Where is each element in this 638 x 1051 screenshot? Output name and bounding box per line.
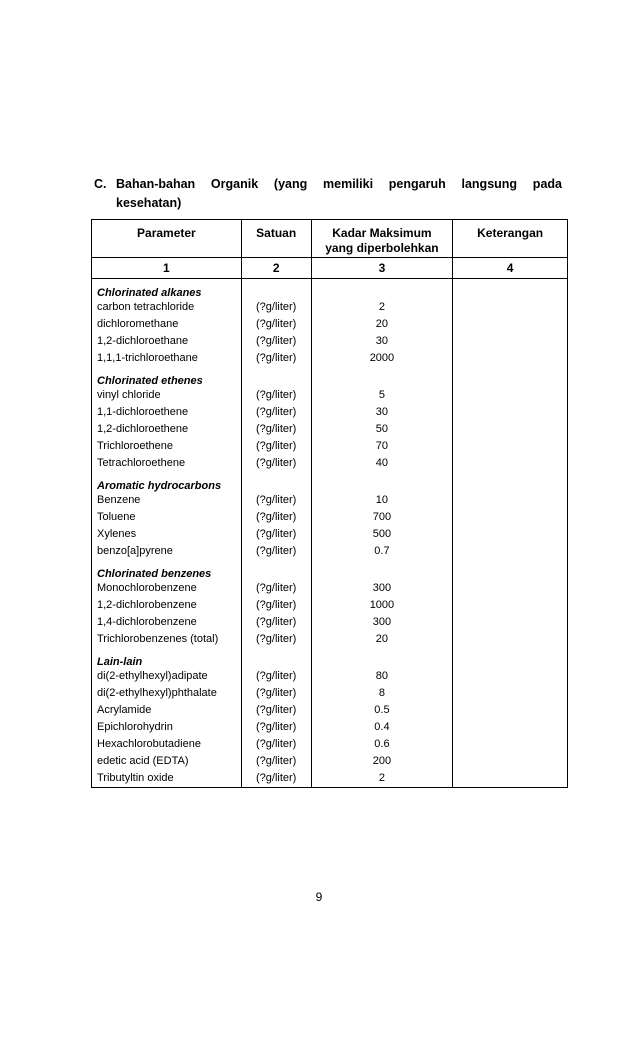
- empty-cell: [311, 560, 453, 580]
- value-cell: 80: [311, 668, 453, 685]
- unit-cell: (?g/liter): [241, 316, 311, 333]
- table-row: [92, 753, 568, 770]
- empty-cell: [453, 472, 568, 492]
- section-title-line1: Bahan-bahan Organik (yang memiliki pengaruh langsung pada: [116, 177, 562, 191]
- remarks-cell: [453, 526, 568, 543]
- remarks-cell: [453, 350, 568, 367]
- header-remarks: Keterangan: [453, 220, 568, 258]
- table-row: [92, 702, 568, 719]
- table-row: [92, 543, 568, 560]
- table-row: [92, 614, 568, 631]
- unit-cell: (?g/liter): [241, 421, 311, 438]
- column-number: 4: [453, 258, 568, 279]
- parameter-cell: Epichlorohydrin: [92, 719, 242, 736]
- remarks-cell: [453, 509, 568, 526]
- section-heading: [94, 175, 562, 213]
- section-letter: C.: [94, 177, 107, 191]
- parameter-cell: Tributyltin oxide: [92, 770, 242, 788]
- parameter-cell: Trichloroethene: [92, 438, 242, 455]
- remarks-cell: [453, 580, 568, 597]
- empty-cell: [453, 648, 568, 668]
- table-row: [92, 668, 568, 685]
- remarks-cell: [453, 614, 568, 631]
- remarks-cell: [453, 421, 568, 438]
- column-number: 3: [311, 258, 453, 279]
- unit-cell: (?g/liter): [241, 685, 311, 702]
- unit-cell: (?g/liter): [241, 455, 311, 472]
- parameter-cell: Toluene: [92, 509, 242, 526]
- remarks-cell: [453, 316, 568, 333]
- empty-cell: [311, 367, 453, 387]
- value-cell: 20: [311, 316, 453, 333]
- table-row: [92, 455, 568, 472]
- remarks-cell: [453, 404, 568, 421]
- parameter-cell: dichloromethane: [92, 316, 242, 333]
- parameter-cell: 1,2-dichloroethane: [92, 333, 242, 350]
- value-cell: 5: [311, 387, 453, 404]
- empty-cell: [311, 472, 453, 492]
- parameter-cell: Benzene: [92, 492, 242, 509]
- unit-cell: (?g/liter): [241, 719, 311, 736]
- unit-cell: (?g/liter): [241, 597, 311, 614]
- column-number: 2: [241, 258, 311, 279]
- remarks-cell: [453, 438, 568, 455]
- remarks-cell: [453, 333, 568, 350]
- header-parameter: Parameter: [92, 220, 242, 258]
- value-cell: 30: [311, 333, 453, 350]
- value-cell: 0.5: [311, 702, 453, 719]
- unit-cell: (?g/liter): [241, 526, 311, 543]
- parameter-cell: Xylenes: [92, 526, 242, 543]
- group-row: [92, 367, 568, 387]
- group-label: Lain-lain: [92, 648, 242, 668]
- table-header-row: [92, 220, 568, 258]
- column-number: 1: [92, 258, 242, 279]
- value-cell: 70: [311, 438, 453, 455]
- value-cell: 0.6: [311, 736, 453, 753]
- parameter-cell: Trichlorobenzenes (total): [92, 631, 242, 648]
- unit-cell: (?g/liter): [241, 736, 311, 753]
- unit-cell: (?g/liter): [241, 299, 311, 316]
- remarks-cell: [453, 702, 568, 719]
- unit-cell: (?g/liter): [241, 509, 311, 526]
- table-row: [92, 580, 568, 597]
- parameter-cell: 1,4-dichlorobenzene: [92, 614, 242, 631]
- unit-cell: (?g/liter): [241, 614, 311, 631]
- unit-cell: (?g/liter): [241, 438, 311, 455]
- group-row: [92, 648, 568, 668]
- remarks-cell: [453, 455, 568, 472]
- remarks-cell: [453, 719, 568, 736]
- parameter-cell: edetic acid (EDTA): [92, 753, 242, 770]
- organic-parameters-table: [91, 219, 568, 788]
- parameter-cell: Hexachlorobutadiene: [92, 736, 242, 753]
- unit-cell: (?g/liter): [241, 387, 311, 404]
- remarks-cell: [453, 492, 568, 509]
- unit-cell: (?g/liter): [241, 492, 311, 509]
- group-label: Chlorinated alkanes: [92, 279, 242, 300]
- remarks-cell: [453, 736, 568, 753]
- value-cell: 500: [311, 526, 453, 543]
- value-cell: 0.7: [311, 543, 453, 560]
- unit-cell: (?g/liter): [241, 333, 311, 350]
- value-cell: 8: [311, 685, 453, 702]
- value-cell: 40: [311, 455, 453, 472]
- value-cell: 200: [311, 753, 453, 770]
- value-cell: 300: [311, 580, 453, 597]
- unit-cell: (?g/liter): [241, 404, 311, 421]
- remarks-cell: [453, 668, 568, 685]
- unit-cell: (?g/liter): [241, 668, 311, 685]
- empty-cell: [241, 367, 311, 387]
- group-label: Chlorinated benzenes: [92, 560, 242, 580]
- table-row: [92, 719, 568, 736]
- table-row: [92, 597, 568, 614]
- parameter-cell: Tetrachloroethene: [92, 455, 242, 472]
- value-cell: 30: [311, 404, 453, 421]
- table-row: [92, 421, 568, 438]
- remarks-cell: [453, 597, 568, 614]
- empty-cell: [453, 279, 568, 300]
- empty-cell: [241, 648, 311, 668]
- header-unit: Satuan: [241, 220, 311, 258]
- empty-cell: [453, 560, 568, 580]
- remarks-cell: [453, 753, 568, 770]
- value-cell: 2: [311, 299, 453, 316]
- table-row: [92, 526, 568, 543]
- table-row: [92, 492, 568, 509]
- value-cell: 2: [311, 770, 453, 788]
- group-row: [92, 472, 568, 492]
- unit-cell: (?g/liter): [241, 543, 311, 560]
- column-number-row: [92, 258, 568, 279]
- empty-cell: [453, 367, 568, 387]
- parameter-cell: carbon tetrachloride: [92, 299, 242, 316]
- page-number: 9: [315, 890, 323, 904]
- empty-cell: [241, 472, 311, 492]
- table-row: [92, 333, 568, 350]
- remarks-cell: [453, 770, 568, 788]
- remarks-cell: [453, 387, 568, 404]
- unit-cell: (?g/liter): [241, 770, 311, 788]
- table-row: [92, 509, 568, 526]
- parameter-cell: di(2-ethylhexyl)phthalate: [92, 685, 242, 702]
- unit-cell: (?g/liter): [241, 702, 311, 719]
- table-row: [92, 736, 568, 753]
- value-cell: 700: [311, 509, 453, 526]
- parameter-cell: 1,1,1-trichloroethane: [92, 350, 242, 367]
- parameter-cell: Monochlorobenzene: [92, 580, 242, 597]
- empty-cell: [311, 279, 453, 300]
- value-cell: 0.4: [311, 719, 453, 736]
- table-row: [92, 299, 568, 316]
- value-cell: 2000: [311, 350, 453, 367]
- value-cell: 1000: [311, 597, 453, 614]
- value-cell: 300: [311, 614, 453, 631]
- remarks-cell: [453, 299, 568, 316]
- table-row: [92, 350, 568, 367]
- unit-cell: (?g/liter): [241, 350, 311, 367]
- parameter-cell: di(2-ethylhexyl)adipate: [92, 668, 242, 685]
- header-max-level: Kadar Maksimum yang diperbolehkan: [311, 220, 453, 258]
- table-row: [92, 438, 568, 455]
- group-row: [92, 279, 568, 300]
- table-row: [92, 316, 568, 333]
- remarks-cell: [453, 543, 568, 560]
- parameter-cell: 1,2-dichloroethene: [92, 421, 242, 438]
- value-cell: 20: [311, 631, 453, 648]
- unit-cell: (?g/liter): [241, 753, 311, 770]
- value-cell: 10: [311, 492, 453, 509]
- table-row: [92, 631, 568, 648]
- table-row: [92, 387, 568, 404]
- table-row: [92, 685, 568, 702]
- group-label: Aromatic hydrocarbons: [92, 472, 242, 492]
- unit-cell: (?g/liter): [241, 580, 311, 597]
- unit-cell: (?g/liter): [241, 631, 311, 648]
- section-title-line2: kesehatan): [116, 196, 182, 210]
- empty-cell: [311, 648, 453, 668]
- parameter-cell: benzo[a]pyrene: [92, 543, 242, 560]
- parameter-cell: vinyl chloride: [92, 387, 242, 404]
- remarks-cell: [453, 685, 568, 702]
- parameter-cell: 1,2-dichlorobenzene: [92, 597, 242, 614]
- value-cell: 50: [311, 421, 453, 438]
- table-row: [92, 404, 568, 421]
- parameter-cell: 1,1-dichloroethene: [92, 404, 242, 421]
- empty-cell: [241, 279, 311, 300]
- remarks-cell: [453, 631, 568, 648]
- table-row: [92, 770, 568, 788]
- parameter-cell: Acrylamide: [92, 702, 242, 719]
- empty-cell: [241, 560, 311, 580]
- group-label: Chlorinated ethenes: [92, 367, 242, 387]
- group-row: [92, 560, 568, 580]
